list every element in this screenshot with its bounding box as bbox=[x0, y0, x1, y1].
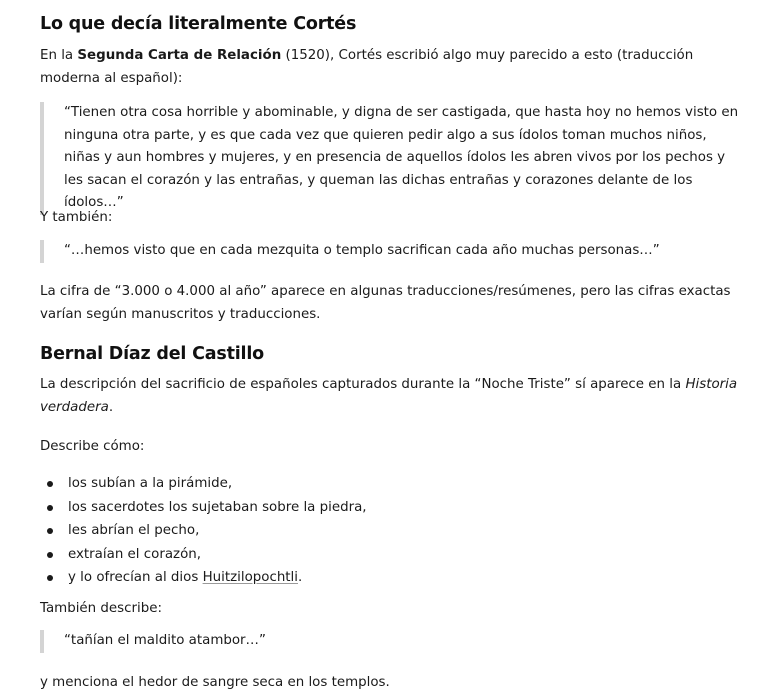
sacrifice-steps-list bbox=[40, 472, 740, 590]
list-item bbox=[40, 566, 740, 590]
intro-text: En la bbox=[40, 48, 78, 63]
historia-verdadera-title: Historia verdadera bbox=[40, 377, 738, 415]
list-item: extraían el corazón, bbox=[40, 543, 740, 567]
also-label: Y también: bbox=[40, 210, 113, 225]
cortes-quote-block bbox=[40, 102, 740, 215]
figures-note-paragraph: La cifra de “3.000 o 4.000 al año” aparece en algunas traducciones/resúmenes, pero las cifras exactas varían según manuscritos y traducciones. bbox=[40, 284, 731, 322]
huitzilopochtli-link[interactable]: Huitzilopochtli bbox=[202, 570, 298, 585]
carta-title: Segunda Carta de Relación bbox=[77, 48, 282, 63]
cortes-intro-paragraph bbox=[40, 45, 740, 90]
closing-paragraph: y menciona el hedor de sangre seca en los templos. bbox=[40, 675, 390, 690]
atambor-quote-block bbox=[40, 630, 740, 653]
temple-quote-text: “…hemos visto que en cada mezquita o templo sacrifican cada año muchas personas…” bbox=[64, 243, 660, 258]
atambor-quote-text: “tañían el maldito atambor…” bbox=[64, 633, 266, 648]
intro-text-suffix: (1520), Cortés escribió algo muy parecido a esto (traducción moderna al español): bbox=[40, 48, 694, 86]
list-item: les abrían el pecho, bbox=[40, 519, 740, 543]
temple-quote-block bbox=[40, 240, 740, 263]
section-heading-cortes: Lo que decía literalmente Cortés bbox=[40, 14, 357, 34]
describe-label: Describe cómo: bbox=[40, 439, 145, 454]
cortes-quote-text: “Tienen otra cosa horrible y abominable, y digna de ser castigada, que hasta hoy no hemos visto en ninguna otra parte, y es que cada vez que quieren pedir algo a sus ídolos toman muchos niños, niñas y aun hombres y mujeres, y en presencia de aquellos ídolos les abren vivos por los pechos y les sacan el corazón y las entrañas, y queman las dichas entrañas y corazones delante de los ídolos…” bbox=[64, 105, 739, 210]
bernal-intro-paragraph bbox=[40, 374, 740, 419]
section-heading-bernal: Bernal Díaz del Castillo bbox=[40, 344, 264, 364]
list-item-text: y lo ofrecían al dios bbox=[68, 570, 203, 585]
bernal-intro-text: La descripción del sacrificio de españoles capturados durante la “Noche Triste” sí aparece en la bbox=[40, 377, 686, 392]
also-describes-label: También describe: bbox=[40, 601, 162, 616]
list-item: los sacerdotes los sujetaban sobre la piedra, bbox=[40, 496, 740, 520]
list-item: los subían a la pirámide, bbox=[40, 472, 740, 496]
list-item-suffix: . bbox=[298, 570, 303, 585]
bernal-intro-suffix: . bbox=[108, 399, 114, 415]
